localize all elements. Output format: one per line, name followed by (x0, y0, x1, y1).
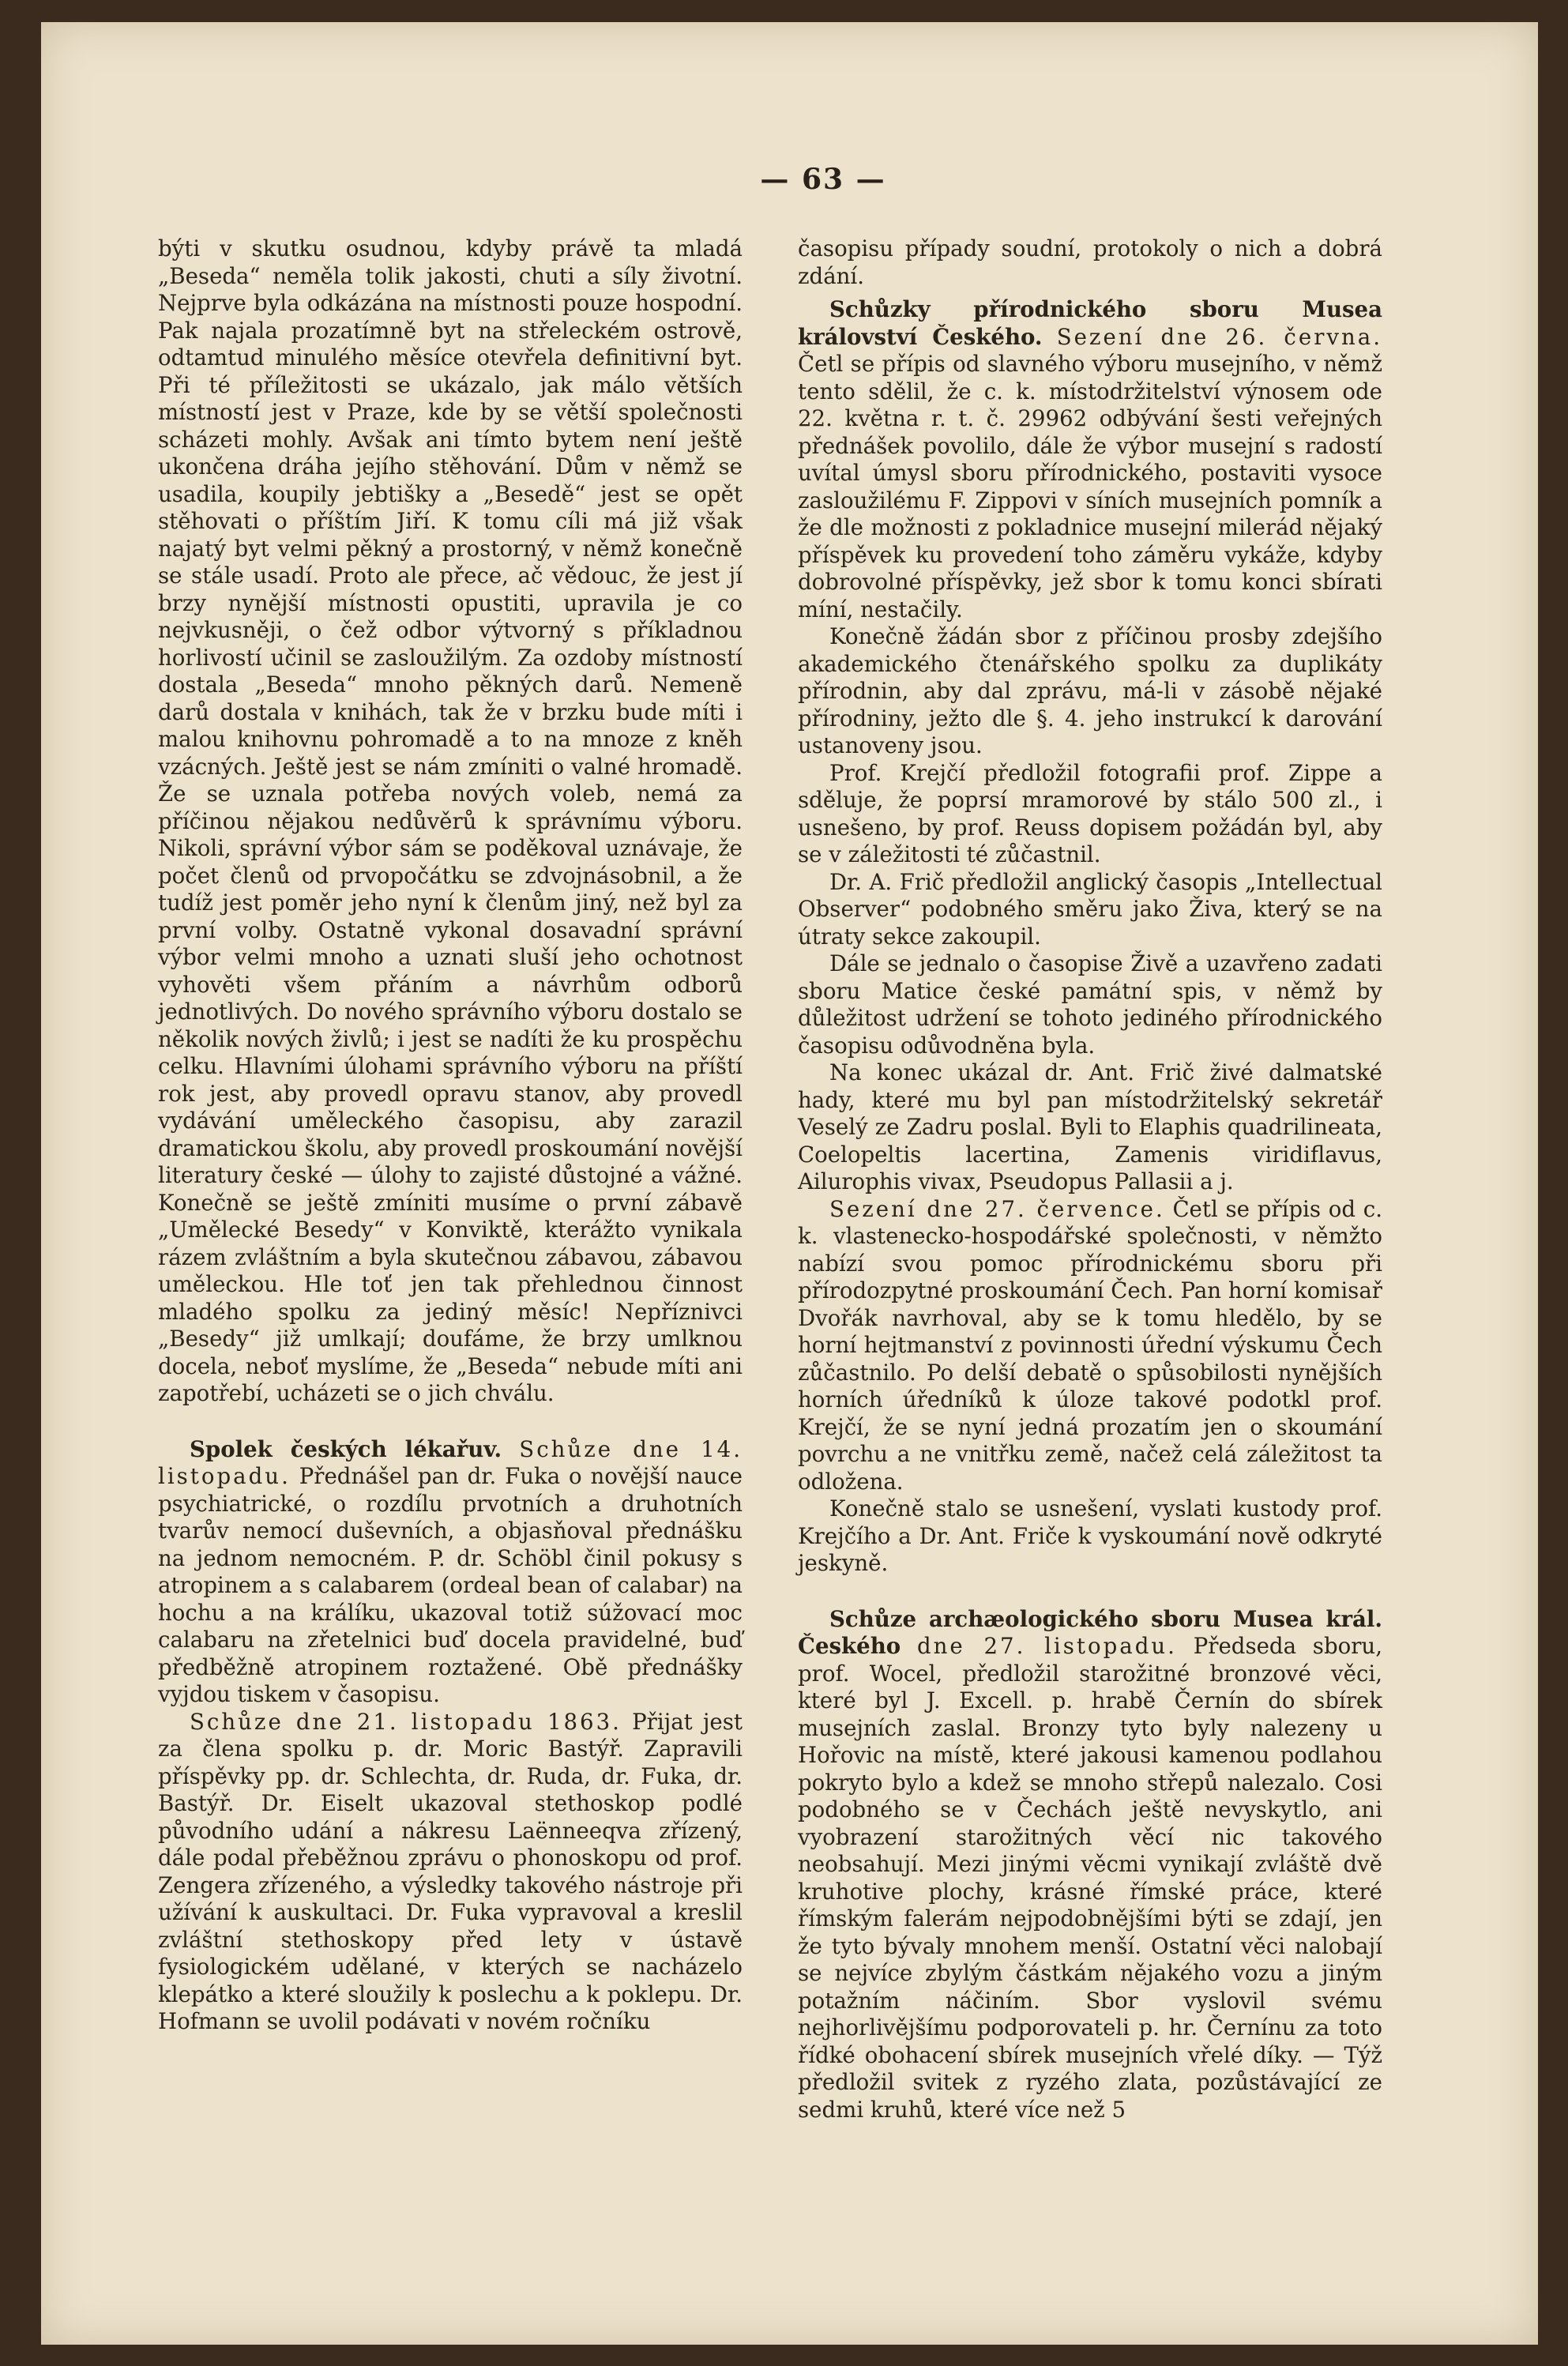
section-paragraph-prirodnicky (798, 296, 1382, 623)
section-heading: Schůze archæologického sboru Musea král. Českého (798, 1605, 1382, 1659)
section-paragraph-archaeologicky (798, 1606, 1382, 2124)
page-number: — 63 — (760, 163, 886, 196)
paragraph: Dr. A. Frič předložil anglický časopis „Intellectual Observer“ podobného směru jako Živa, který se na útraty sekce zakoupil. (798, 868, 1382, 950)
section-paragraph-schuze-21 (158, 1709, 743, 2036)
paragraph-text: Četl se přípis od slavného výboru musejního, v němž tento sdělil, že c. k. místodržitelství výnosem ode 22. května r. t. č. 29962 odbývání šesti veřejných přednášek povolilo, dále že výbor musejní s radostí uvítal úmysl sboru přírodnického, postaviti vysoce zasloužilému F. Zippovi v síních musejních pomník a že dle možnosti z pokladnice musejní milerád nějaký příspěvek ku provedení toho záměru vykáže, kdyby dobrovolné příspěvky, jež sbor k tomu konci sbírati míní, nestačily. (798, 351, 1382, 623)
section-paragraph-lekaru (158, 1436, 743, 1709)
meeting-date: Schůze dne 21. listopadu 1863. (190, 1708, 622, 1735)
paragraph-text: Četl se přípis od c. k. vlastenecko-hospodářské společnosti, v němžto nabízí svou pomoc přírodnickému sboru při přírodozpytné proskoumání Čech. Pan horní komisař Dvořák navrhoval, aby se k tomu hledělo, by se horní hejtmanství z povinnosti úřední výskumu Čech zůčastnilo. Po delší debatě o spůsobilosti nynějších horních úředníků k úloze takové podotkl prof. Krejčí, že se nyní jedná prozatím jen o skoumání povrchu a ne vnitřku země, načež celá záležitost ta odložena. (798, 1195, 1382, 1495)
paragraph-text: Přijat jest za člena spolku p. dr. Moric Bastýř. Zapravili příspěvky pp. dr. Schlechta, dr. Ruda, dr. Fuka, dr. Bastýř. Dr. Eiselt ukazoval stethoskop podlé původního udání a nákresu Laënneeqva zřízený, dále podal přeběžnou zprávu o phonoskopu od prof. Zengera zřízeného, a výsledky takového nástroje při užívání k auskultaci. Dr. Fuka vypravoval a kreslil zvláštní stethoskopy před lety v ústavě fysiologickém udělané, v kterých se nacházelo klepátko a které sloužily k poslechu a k poklepu. Dr. Hofmann se uvolil podávati v novém ročníku (158, 1708, 743, 2034)
paragraph: Dále se jednalo o časopise Živě a uzavřeno zadati sboru Matice české památní spis, v němž by důležitost udržení se tohoto jediného přírodnického časopisu odůvodněna byla. (798, 950, 1382, 1059)
paragraph-text: Přednášel pan dr. Fuka o novější nauce psychiatrické, o rozdílu prvotních a druhotních tvarův nemocí duševních, a objasňoval přednášku na jednom nemocném. P. dr. Schöbl činil pokusy s atropinem a s calabarem (ordeal bean of calabar) na hochu a na králíku, ukazoval totiž súžovací moc calabaru na zřetelnici buď docela pravidelné, buď předběžně atropinem roztažené. Obě přednášky vyjdou tiskem v časopisu. (158, 1463, 743, 1707)
page (41, 22, 1538, 2345)
meeting-date: Sezení dne 26. června. (1056, 323, 1382, 350)
paragraph: Na konec ukázal dr. Ant. Frič živé dalmatské hady, které mu byl pan místodržitelský sekretář Veselý ze Zadru poslal. Byli to Elaphis quadrilineata, Coelopeltis lacertina, Zamenis viridiflavus, Ailurophis vivax, Pseudopus Pallasii a j. (798, 1059, 1382, 1194)
paragraph: Konečně žádán sbor z příčinou prosby zdejšího akademického čtenářského spolku za duplikáty přírodnin, aby dal zprávu, má-li v zásobě nějaké přírodniny, ježto dle §. 4. jeho instrukcí k darování ustanoveny jsou. (798, 623, 1382, 758)
section-heading: Schůzky přírodnického sboru Musea království Českého. (798, 296, 1382, 350)
meeting-date: Sezení dne 27. července. (829, 1195, 1165, 1222)
paragraph: Prof. Krejčí předložil fotografii prof. Zippe a sděluje, že poprsí mramorové by stálo 500 zl., i usnešeno, by prof. Reuss dopisem požádán byl, aby se v záležitosti té zůčastnil. (798, 759, 1382, 867)
meeting-date: dne 27. listopadu. (916, 1633, 1177, 1659)
paragraph: časopisu případy soudní, protokoly o nich a dobrá zdání. (798, 235, 1382, 289)
section-heading: Spolek českých lékařuv. (190, 1435, 502, 1462)
paragraph: býti v skutku osudnou, kdyby právě ta mladá „Beseda“ neměla tolik jakosti, chuti a síly životní. Nejprve byla odkázána na místnosti pouze hospodní. Pak najala prozatímně byt na střeleckém ostrově, odtamtud minulého měsíce otevřela definitivní byt. Při té příležitosti se ukázalo, jak málo větších místností jest v Praze, kde by se větší společnosti scházeti mohly. Avšak ani tímto bytem není ještě ukončena dráha jejího stěhování. Dům v němž se usadila, koupily jebtišky a „Besedě“ jest se opět stěhovati o příštím Jiří. K tomu cíli má již však najatý byt velmi pěkný a prostorný, v němž konečně se stále usadí. Proto ale přece, ač vědouc, že jest jí brzy nynější místnosti opustiti, upravila je co nejvkusněji, o čež odbor výtvorný s příkladnou horlivostí učinil se zasloužilým. Za ozdoby místností dostala „Beseda“ mnoho pěkných darů. Nemeně darů dostala v knihách, tak že v brzku bude míti i malou knihovnu pohromadě a to na mnoze z kněh vzácných. Ještě jest se nám zmíniti o valné hromadě. Že se uznala potřeba nových voleb, nemá za příčinou nějakou nedůvěrů k správnímu výboru. Nikoli, správní výbor sám se poděkoval uznávaje, že počet členů od prvopočátku se zdvojnásobnil, a že tudíž jest poměr jeho nyní k členům jiný, než byl za první volby. Ostatně vykonal dosavadní správní výbor velmi mnoho a uznati sluší jeho ochotnost vyhověti všem přáním a návrhům odborů jednotlivých. Do nového správního výboru dostalo se několik nových živlů; i jest se nadíti že ku prospěchu celku. Hlavními úlohami správního výboru na příští rok jest, aby provedl opravu stanov, aby provedl vydávání uměleckého časopisu, aby zarazil dramatickou školu, aby provedl proskoumání novější literatury české — úlohy to zajisté důstojné a vážné. Konečně se ještě zmíniti musíme o první zábavě „Umělecké Besedy“ v Konviktě, kterážto vynikala rázem zvláštním a byla skutečnou zábavou, zábavou uměleckou. Hle toť jen tak přehlednou činnost mladého spolku za jediný měsíc! Nepříznivci „Besedy“ již umlkají; doufáme, že brzy umlknou docela, neboť myslíme, že „Beseda“ nebude míti ani zapotřebí, ucházeti se o jich chválu. (158, 235, 743, 1406)
paragraph-text: Předseda sboru, prof. Wocel, předložil starožitné bronzové věci, které byl J. Excell. p. hrabě Černín do sbírek musejních zaslal. Bronzy tyto byly nalezeny u Hořovic na místě, které jakousi kamenou podlahou pokryto bylo a kdež se mnoho střepů nalezalo. Cosi podobného se v Čechách ještě nevyskytlo, ani vyobrazení starožitných věcí nic takového neobsahují. Mezi jinými věcmi vynikají zvláště dvě kruhotive plochy, krásné římské práce, které římským falerám nejpodobnějšími býti se zdají, jen že tyto bývaly mnohem menší. Ostatní věci nalobají se nejvíce zbylým částkám nějakého vozu a jiným potažním náčiním. Sbor vyslovil svému nejhorlivějšímu podporovateli p. hr. Černínu za toto řídké obohacení sbírek musejních vřelé díky. — Týž předložil svitek z ryzého zlata, pozůstávající ze sedmi kruhů, které více než 5 (798, 1633, 1382, 2123)
paragraph: Konečně stalo se usnešení, vyslati kustody prof. Krejčího a Dr. Ant. Friče k vyskoumání nově odkryté jeskyně. (798, 1495, 1382, 1576)
left-column (158, 235, 743, 2036)
right-column (798, 235, 1382, 2123)
meeting-date: Schůze dne 14. listopadu. (158, 1435, 743, 1489)
section-paragraph-sezeni-27 (798, 1196, 1382, 1496)
